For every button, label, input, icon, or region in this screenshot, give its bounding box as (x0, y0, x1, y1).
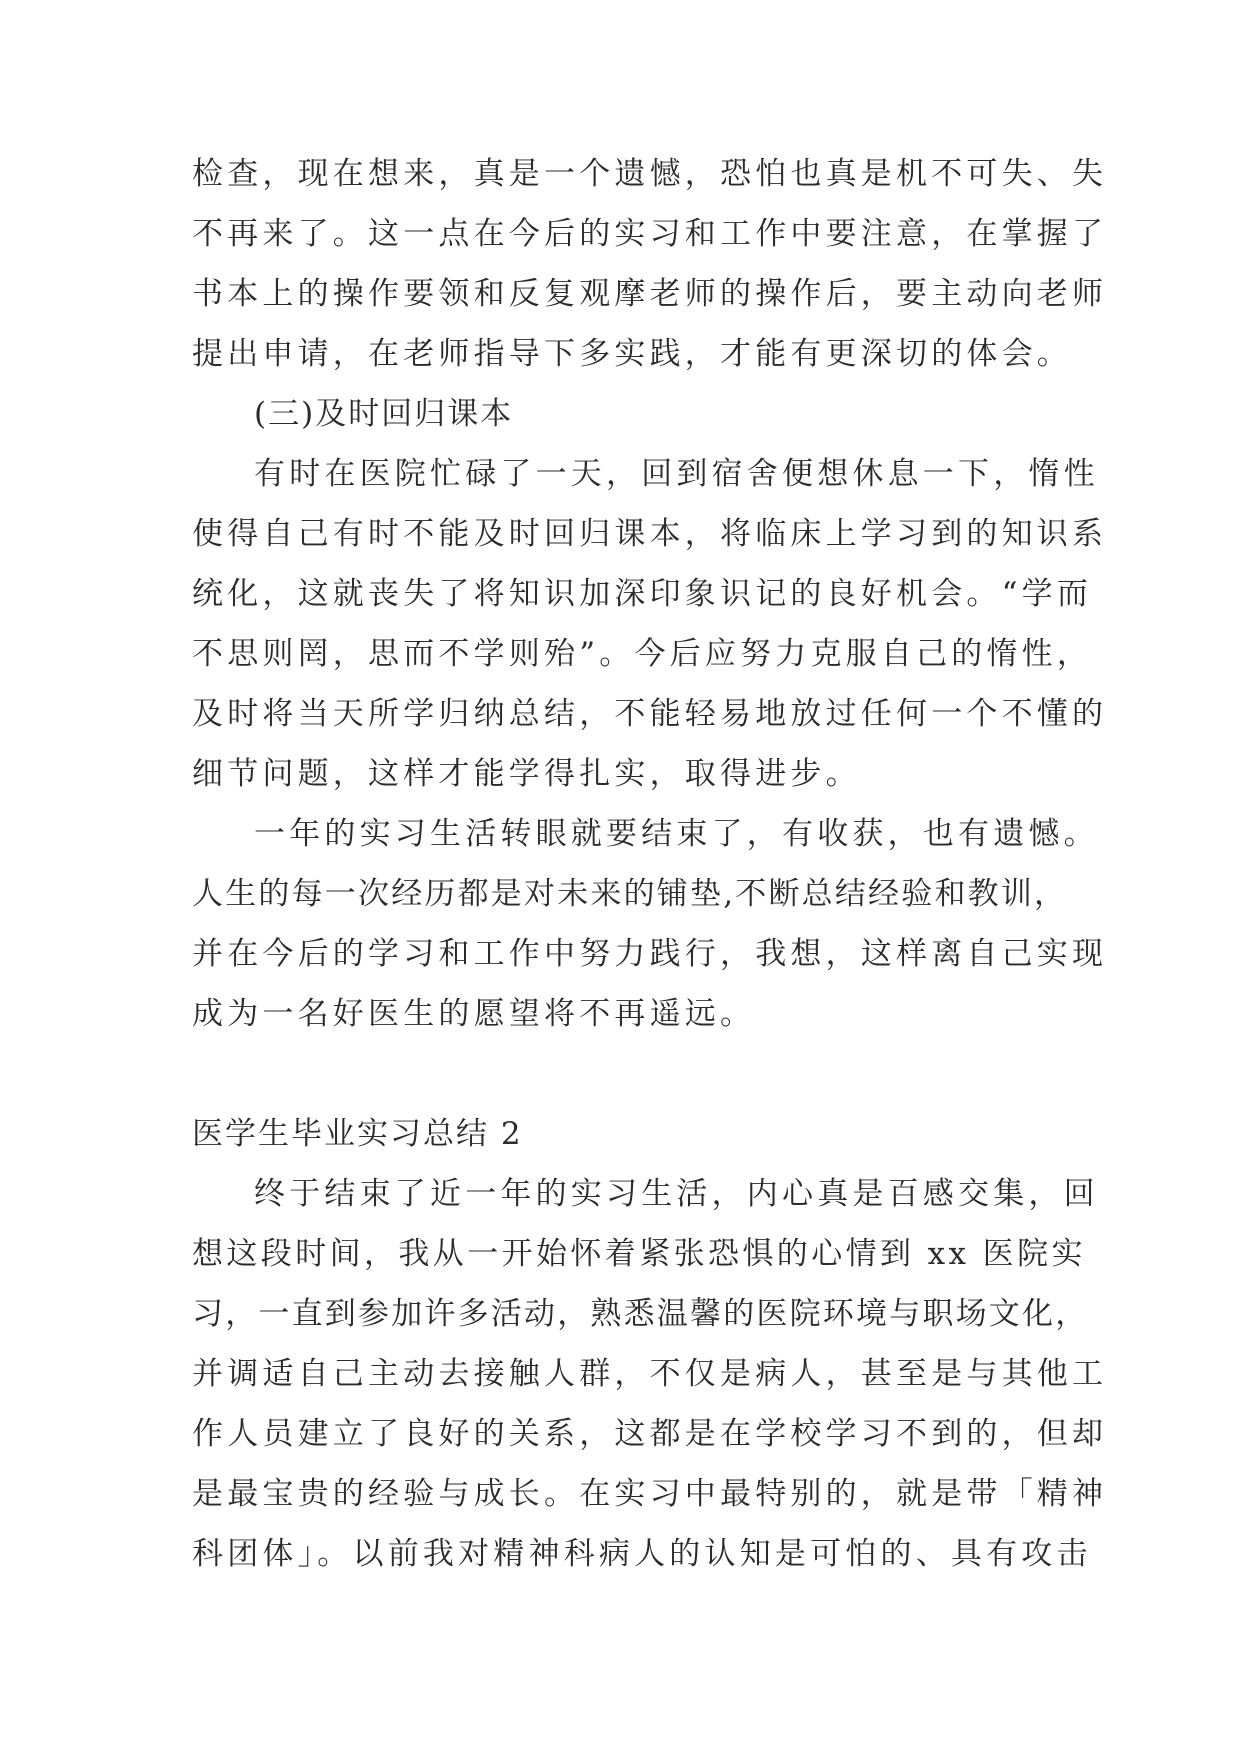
body-text-line: 不思则罔，思而不学则殆”。今后应努力克服自己的惰性， (192, 636, 1093, 672)
body-text-line: 书本上的操作要领和反复观摩老师的操作后，要主动向老师 (192, 276, 1108, 312)
section-heading: (三)及时回归课本 (254, 396, 514, 432)
body-text-line: 及时将当天所学归纳总结，不能轻易地放过任何一个不懂的 (192, 696, 1108, 732)
body-text-line: 想这段时间，我从一开始怀着紧张恐惧的心情到 xx 医院实 (192, 1236, 1086, 1272)
body-text-line: 统化，这就丧失了将知识加深印象识记的良好机会。“学而 (192, 576, 1093, 612)
body-text-line: 并在今后的学习和工作中努力践行，我想，这样离自己实现 (192, 936, 1108, 972)
document-subtitle: 医学生毕业实习总结 2 (192, 1116, 523, 1152)
paragraph-first-line: 有时在医院忙碌了一天，回到宿舍便想休息一下，惰性 (254, 456, 1099, 492)
paragraph-first-line: 终于结束了近一年的实习生活，内心真是百感交集，回 (254, 1176, 1099, 1212)
body-text-line: 成为一名好医生的愿望将不再遥远。 (192, 996, 756, 1032)
body-text-line: 提出申请，在老师指导下多实践，才能有更深切的体会。 (192, 336, 1072, 372)
body-text-line: 是最宝贵的经验与成长。在实习中最特别的，就是带「精神 (192, 1476, 1108, 1512)
body-text-line: 并调适自己主动去接触人群，不仅是病人，甚至是与其他工 (192, 1356, 1108, 1392)
body-text-line: 细节问题，这样才能学得扎实，取得进步。 (192, 756, 861, 792)
paragraph-first-line: 一年的实习生活转眼就要结束了，有收获，也有遗憾。 (254, 816, 1099, 852)
body-text-line: 科团体」。以前我对精神科病人的认知是可怕的、具有攻击 (192, 1536, 1092, 1572)
body-text-line: 人生的每一次经历都是对未来的铺垫,不断总结经验和教训， (192, 876, 1068, 912)
body-text-line: 检查，现在想来，真是一个遗憾，恐怕也真是机不可失、失 (192, 156, 1108, 192)
body-text-line: 作人员建立了良好的关系，这都是在学校学习不到的，但却 (192, 1416, 1108, 1452)
body-text-line: 使得自己有时不能及时回归课本，将临床上学习到的知识系 (192, 516, 1108, 552)
body-text-line: 习，一直到参加许多活动，熟悉温馨的医院环境与职场文化， (192, 1296, 1089, 1332)
body-text-line: 不再来了。这一点在今后的实习和工作中要注意，在掌握了 (192, 216, 1108, 252)
